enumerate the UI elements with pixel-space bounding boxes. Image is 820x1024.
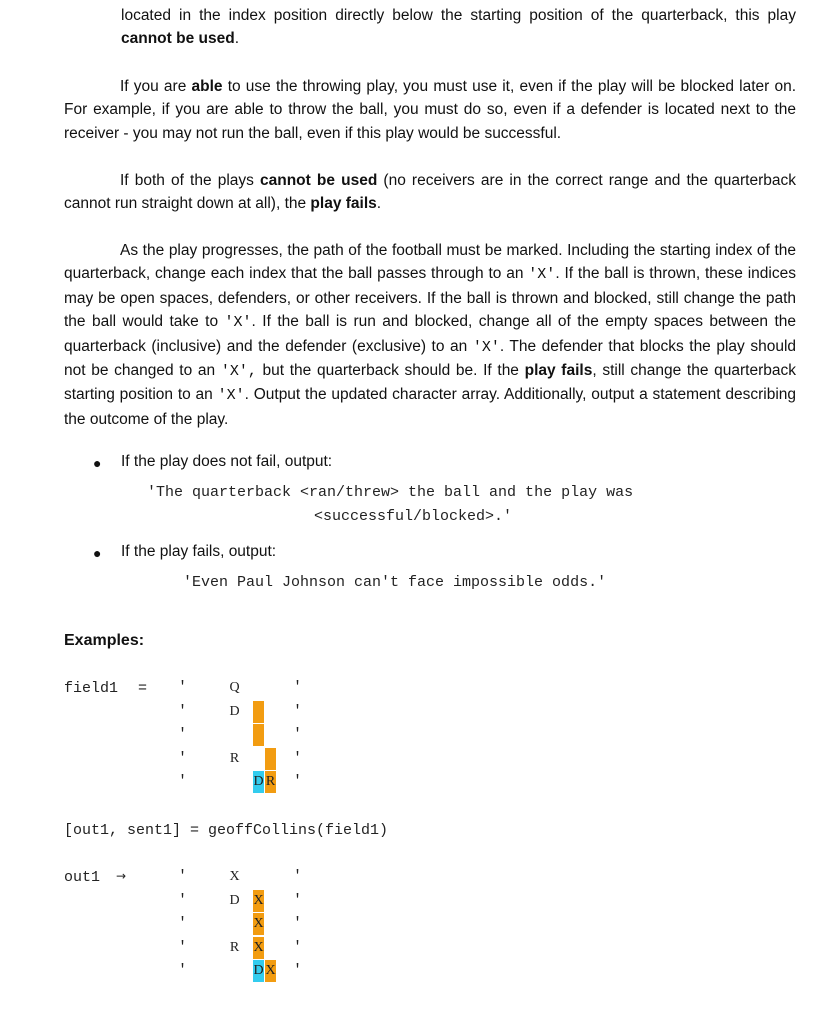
examples-heading: Examples: (64, 632, 145, 649)
paragraph-0: located in the index position directly below the starting position of the quarterback, this play cannot be used. (121, 7, 796, 48)
out-cell: X (253, 937, 264, 959)
out-cell (265, 913, 276, 935)
field-cell: R (229, 750, 240, 766)
out-cell (229, 960, 240, 982)
field-cell (253, 677, 264, 699)
out-quote-open: ' (178, 891, 188, 909)
field-quote-close: ' (293, 726, 303, 743)
out-quote-open: ' (178, 915, 188, 932)
field-cell (265, 748, 276, 770)
field-cell: R (265, 771, 276, 793)
out-quote-close: ' (293, 962, 303, 979)
field-quote-close: ' (293, 773, 303, 790)
out-arrow: → (116, 869, 127, 883)
out-quote-open: ' (178, 962, 188, 979)
out-cell: X (229, 869, 240, 884)
paragraph-2: If both of the plays cannot be used (no receivers are in the correct range and the quarterback cannot run straight down at all), the play fails. (64, 172, 796, 213)
field-equals: = (138, 680, 148, 697)
bullet-text-1: If the play does not fail, output: (121, 453, 333, 470)
field-quote-close: ' (293, 679, 303, 696)
field-quote-open: ' (178, 749, 188, 767)
out-quote-close: ' (293, 938, 303, 956)
out-cell: D (229, 892, 240, 908)
code-line-1a: 'The quarterback <ran/threw> the ball and the play was (147, 484, 634, 501)
out-cell (265, 937, 276, 959)
field-cell: D (253, 771, 264, 793)
out-quote-close: ' (293, 915, 303, 932)
out-quote-open: ' (178, 938, 188, 956)
field-quote-close: ' (293, 749, 303, 767)
code-line-2: 'Even Paul Johnson can't face impossible odds.' (183, 574, 607, 591)
out-quote-close: ' (293, 868, 303, 885)
bullet-dot-1: ● (93, 455, 102, 471)
field-label: field1 (64, 680, 119, 697)
field-cell (229, 724, 240, 746)
out-cell: D (253, 960, 264, 982)
out-cell (265, 866, 276, 888)
out-cell (253, 866, 264, 888)
field-cell (265, 677, 276, 699)
bullet-text-2: If the play fails, output: (121, 543, 277, 560)
bullet-dot-2: ● (93, 545, 102, 561)
out-cell: R (229, 939, 240, 955)
field-quote-open: ' (178, 726, 188, 743)
field-cell (253, 748, 264, 770)
paragraph-1: If you are able to use the throwing play, you must use it, even if the play will be blocked later on. For example, if you are able to throw the ball, you must do so, even if a defender is located next to the receiver - you may not run the ball, even if this play would be successful. (64, 78, 797, 142)
out-quote-close: ' (293, 891, 303, 909)
field-quote-close: ' (293, 702, 303, 720)
out-quote-open: ' (178, 868, 188, 885)
out-cell: X (253, 890, 264, 912)
field-cell (253, 724, 264, 746)
code-line-1b: <successful/blocked>.' (314, 508, 513, 525)
field-quote-open: ' (178, 702, 188, 720)
field-cell (253, 701, 264, 723)
field-quote-open: ' (178, 679, 188, 696)
field-quote-open: ' (178, 773, 188, 790)
field-cell (229, 771, 240, 793)
field-cell (265, 724, 276, 746)
function-call: [out1, sent1] = geoffCollins(field1) (64, 822, 389, 839)
field-cell: D (229, 703, 240, 719)
paragraph-3: As the play progresses, the path of the football must be marked. Including the starting index of the quarterback, change each index that the ball passes through to an 'X'. If the ball is thrown, these indices may be open spaces, defenders, or other receivers. If the ball is thrown and blocked, still change the path the ball would take to 'X'. If the ball is run and blocked, change all of the empty spaces between the quarterback (inclusive) and the defender (exclusive) to an 'X'. The defender that blocks the play should not be changed to an 'X', but the quarterback should be. If the play fails, still change the quarterback starting position to an 'X'. Output the updated character array. Additionally, output a statement describing the outcome of the play. (64, 242, 797, 428)
out-cell: X (265, 960, 276, 982)
out-label: out1 (64, 869, 101, 886)
out-cell (229, 913, 240, 935)
field-cell (265, 701, 276, 723)
field-cell: Q (229, 680, 240, 695)
out-cell: X (253, 913, 264, 935)
out-cell (265, 890, 276, 912)
